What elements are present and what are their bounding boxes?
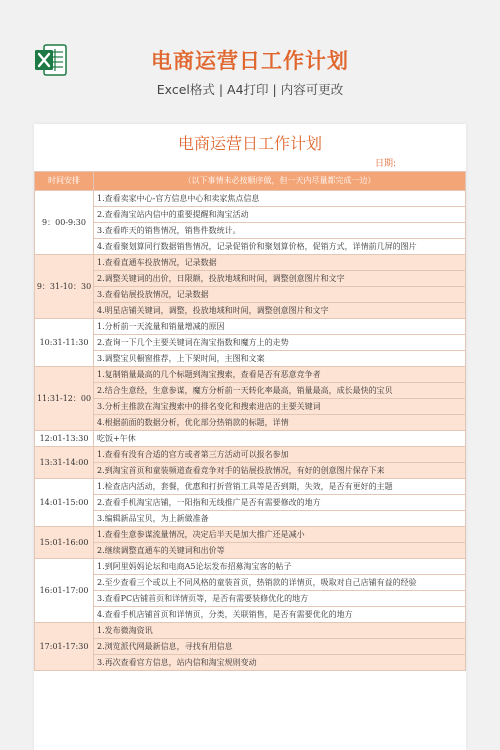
table-row: [35, 207, 466, 223]
time-slot-cell[interactable]: 11:31-12：00: [35, 367, 94, 431]
table-row: [35, 463, 466, 479]
date-label: 日期:: [374, 159, 396, 169]
time-slot-cell[interactable]: 14:01-15:00: [35, 479, 94, 527]
table-row: [35, 607, 466, 623]
table-row: [35, 655, 466, 671]
table-row: [35, 335, 466, 351]
schedule-table: [34, 171, 466, 671]
header-time-cell[interactable]: 时间安排: [35, 172, 94, 191]
table-row: [35, 639, 466, 655]
task-cell[interactable]: 2.结合生意经，生意参谋，魔方分析前一天转化率最高，销量最高，成长最快的宝贝: [94, 383, 466, 399]
spreadsheet-sheet: [34, 124, 466, 750]
time-slot-cell[interactable]: 12:01-13:30: [35, 431, 94, 447]
task-cell[interactable]: 1.查看卖家中心-官方信息中心和卖家焦点信息: [94, 191, 466, 207]
table-row: [35, 447, 466, 463]
task-cell[interactable]: 吃饭+午休: [94, 431, 466, 447]
time-slot-cell[interactable]: 9：00-9:30: [35, 191, 94, 255]
time-slot-cell[interactable]: 13:31-14:00: [35, 447, 94, 479]
task-cell[interactable]: 2.查看手机淘宝店铺，一阳指和无线推广是否有需要修改的地方: [94, 495, 466, 511]
table-row: [35, 223, 466, 239]
task-cell[interactable]: 2.继续调整直通车的关键词和出价等: [94, 543, 466, 559]
table-row: [35, 191, 466, 207]
task-cell[interactable]: 1.检查店内活动，套餐，优惠和打折营销工具等是否到期，失效，是否有更好的主题: [94, 479, 466, 495]
table-row: [35, 543, 466, 559]
task-cell[interactable]: 1.查看有没有合适的官方或者第三方活动可以报名参加: [94, 447, 466, 463]
task-cell[interactable]: 3.查看昨天的销售情况，销售件数统计。: [94, 223, 466, 239]
task-cell[interactable]: 3.查看钻展投放情况，记录数据: [94, 287, 466, 303]
task-cell[interactable]: 4.明星店铺关键词，调整，投放地域和时间，调整创意图片和文字: [94, 303, 466, 319]
task-cell[interactable]: 4.查看聚划算同行数据销售情况，记录促销价和聚划算价格，促销方式，详情前几屏的图片: [94, 239, 466, 255]
date-row: [34, 158, 466, 171]
task-cell[interactable]: 2.查看淘宝站内信中的重要提醒和淘宝活动: [94, 207, 466, 223]
task-cell[interactable]: 3.编辑新品宝贝，为上新做准备: [94, 511, 466, 527]
table-row: [35, 367, 466, 383]
task-cell[interactable]: 1.复制销量最高的几个标题到淘宝搜索，查看是否有恶意竞争者: [94, 367, 466, 383]
header-desc-cell[interactable]: （以下事情未必按顺序做，但一天内尽量都完成一边）: [94, 172, 466, 191]
task-cell[interactable]: 1.发布微淘资讯: [94, 623, 466, 639]
task-cell[interactable]: 4.根据前面的数据分析，优化部分热销款的标题，详情: [94, 415, 466, 431]
table-row: [35, 527, 466, 543]
time-slot-cell[interactable]: 17:01-17:30: [35, 623, 94, 671]
table-row: [35, 399, 466, 415]
table-row: [35, 383, 466, 399]
table-row: [35, 431, 466, 447]
task-cell[interactable]: 2.查询一下几个主要关键词在淘宝指数和魔方上的走势: [94, 335, 466, 351]
task-cell[interactable]: 3.再次查看官方信息，站内信和淘宝规则变动: [94, 655, 466, 671]
time-slot-cell[interactable]: 9：31-10：30: [35, 255, 94, 319]
table-header-row: [35, 172, 466, 191]
table-row: [35, 255, 466, 271]
table-row: [35, 415, 466, 431]
table-row: [35, 575, 466, 591]
task-cell[interactable]: 3.调整宝贝橱窗推荐，上下架时间，主图和文案: [94, 351, 466, 367]
time-slot-cell[interactable]: 15:01-16:00: [35, 527, 94, 559]
task-cell[interactable]: 2.浏览派代网最新信息，寻找有用信息: [94, 639, 466, 655]
task-cell[interactable]: 2.至少查看三个或以上不同风格的童装首页，热销款的详情页，吸取对自己店铺有益的经验: [94, 575, 466, 591]
task-cell[interactable]: 2.调整关键词的出价，日限额，投放地域和时间，调整创意图片和文字: [94, 271, 466, 287]
task-cell[interactable]: 2.到淘宝首页和童装频道查看竞争对手的钻展投放情况，有好的创意图片保存下来: [94, 463, 466, 479]
table-row: [35, 623, 466, 639]
task-cell[interactable]: 1.分析前一天流量和销量增减的原因: [94, 319, 466, 335]
table-row: [35, 271, 466, 287]
table-row: [35, 495, 466, 511]
page-header: [0, 0, 500, 118]
task-cell[interactable]: 1.查看直通车投放情况，记录数据: [94, 255, 466, 271]
table-row: [35, 303, 466, 319]
table-row: [35, 319, 466, 335]
table-row: [35, 287, 466, 303]
task-cell[interactable]: 3.分析主推款在淘宝搜索中的排名变化和搜索进店的主要关键词: [94, 399, 466, 415]
page-title: 电商运营日工作计划: [151, 49, 349, 73]
table-row: [35, 351, 466, 367]
table-row: [35, 479, 466, 495]
sheet-title: 电商运营日工作计划: [177, 134, 322, 153]
task-cell[interactable]: 1.查看生意参谋流量情况，决定后半天是加大推广还是减小: [94, 527, 466, 543]
time-slot-cell[interactable]: 10:31-11:30: [35, 319, 94, 367]
table-row: [35, 511, 466, 527]
task-cell[interactable]: 3.查看PC店铺首页和详情页等，是否有需要装修优化的地方: [94, 591, 466, 607]
task-cell[interactable]: 1.到阿里妈妈论坛和电商A5论坛发布招募淘宝客的帖子: [94, 559, 466, 575]
table-row: [35, 239, 466, 255]
task-cell[interactable]: 4.查看手机店铺首页和详情页，分类，关联销售，是否有需要优化的地方: [94, 607, 466, 623]
table-row: [35, 591, 466, 607]
time-slot-cell[interactable]: 16:01-17:00: [35, 559, 94, 623]
table-row: [35, 559, 466, 575]
page-subtitle: Excel格式 | A4打印 | 内容可更改: [156, 82, 344, 97]
